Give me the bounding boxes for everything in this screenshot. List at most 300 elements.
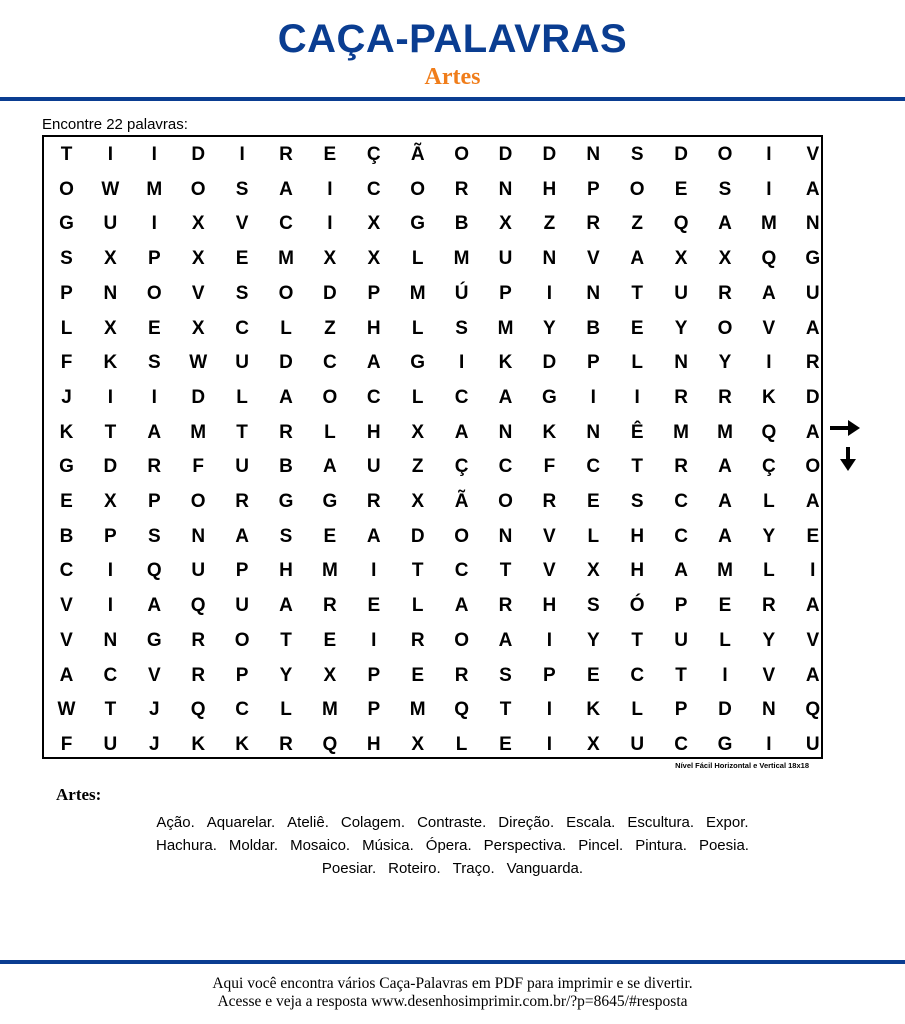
grid-cell[interactable]: X	[191, 317, 205, 339]
grid-cell[interactable]: K	[191, 733, 206, 755]
grid-cell[interactable]: Y	[762, 525, 776, 547]
grid-cell[interactable]: A	[147, 421, 162, 443]
grid-cell[interactable]: D	[279, 352, 293, 374]
grid-cell[interactable]: F	[543, 456, 556, 478]
grid-cell[interactable]: N	[762, 699, 776, 721]
grid-cell[interactable]: D	[674, 144, 688, 165]
grid-cell[interactable]: D	[542, 352, 557, 374]
grid-cell[interactable]: S	[147, 525, 161, 547]
grid-cell[interactable]: V	[147, 664, 161, 686]
grid-cell[interactable]: P	[543, 664, 556, 686]
grid-cell[interactable]: E	[323, 144, 337, 165]
grid-cell[interactable]: C	[235, 317, 249, 339]
grid-cell[interactable]: Y	[718, 352, 732, 374]
grid-cell[interactable]: I	[151, 386, 157, 408]
grid-cell[interactable]: W	[101, 178, 120, 200]
grid-cell[interactable]: K	[762, 386, 776, 408]
grid-cell[interactable]: L	[280, 317, 292, 339]
grid-cell[interactable]: X	[411, 491, 425, 512]
grid-cell[interactable]: Ú	[454, 282, 469, 304]
grid-cell[interactable]: I	[590, 386, 596, 408]
grid-cell[interactable]: O	[278, 282, 294, 304]
grid-cell[interactable]: G	[278, 491, 294, 512]
grid-cell[interactable]: R	[279, 421, 293, 443]
grid-cell[interactable]: X	[586, 560, 600, 582]
grid-cell[interactable]: D	[103, 456, 118, 478]
grid-cell[interactable]: T	[675, 664, 687, 686]
grid-cell[interactable]: Ã	[454, 491, 469, 512]
grid-cell[interactable]: I	[546, 699, 553, 721]
grid-cell[interactable]: A	[323, 456, 337, 478]
grid-cell[interactable]: V	[543, 525, 556, 547]
grid-cell[interactable]: E	[499, 733, 512, 755]
grid-cell[interactable]: D	[323, 282, 337, 304]
grid-cell[interactable]: Y	[674, 317, 688, 339]
grid-cell[interactable]: Y	[762, 629, 776, 651]
grid-cell[interactable]: N	[586, 282, 601, 304]
grid-cell[interactable]: O	[410, 178, 426, 200]
grid-cell[interactable]: G	[59, 213, 74, 235]
grid-cell[interactable]: R	[235, 491, 249, 512]
grid-cell[interactable]: M	[453, 248, 470, 270]
grid-cell[interactable]: A	[366, 525, 381, 547]
grid-cell[interactable]: I	[327, 213, 333, 235]
grid-cell[interactable]: N	[103, 629, 118, 651]
grid-cell[interactable]: I	[371, 560, 377, 582]
grid-cell[interactable]: M	[760, 213, 777, 235]
grid-cell[interactable]: L	[236, 386, 248, 408]
grid-cell[interactable]: R	[279, 144, 293, 165]
grid-cell[interactable]: M	[673, 421, 689, 443]
grid-cell[interactable]: X	[674, 248, 688, 270]
grid-cell[interactable]: U	[805, 733, 820, 755]
grid-cell[interactable]: M	[497, 317, 514, 339]
grid-cell[interactable]: O	[190, 178, 206, 200]
grid-cell[interactable]: Z	[324, 317, 336, 339]
grid-cell[interactable]: A	[805, 421, 820, 443]
grid-cell[interactable]: K	[498, 352, 513, 374]
grid-cell[interactable]: U	[366, 456, 381, 478]
grid-cell[interactable]: Q	[761, 248, 777, 270]
grid-cell[interactable]: O	[146, 282, 162, 304]
grid-cell[interactable]: J	[149, 699, 160, 721]
grid-cell[interactable]: J	[149, 733, 160, 755]
grid-cell[interactable]: E	[147, 317, 161, 339]
grid-cell[interactable]: X	[367, 248, 381, 270]
grid-cell[interactable]: I	[634, 386, 640, 408]
grid-cell[interactable]: C	[630, 664, 645, 686]
grid-cell[interactable]: M	[409, 699, 426, 721]
grid-cell[interactable]: I	[810, 560, 816, 582]
grid-cell[interactable]: Q	[190, 595, 206, 617]
grid-cell[interactable]: Q	[322, 733, 338, 755]
grid-cell[interactable]: Ç	[366, 144, 381, 165]
grid-cell[interactable]: I	[107, 560, 114, 582]
grid-cell[interactable]: S	[586, 595, 600, 617]
grid-cell[interactable]: D	[191, 386, 206, 408]
grid-cell[interactable]: S	[630, 491, 644, 512]
grid-cell[interactable]: I	[107, 144, 114, 165]
grid-cell[interactable]: A	[805, 491, 820, 512]
grid-cell[interactable]: E	[411, 664, 425, 686]
grid-cell[interactable]: R	[498, 595, 513, 617]
grid-cell[interactable]: H	[630, 560, 645, 582]
grid-cell[interactable]: K	[103, 352, 118, 374]
grid-cell[interactable]: A	[805, 178, 820, 200]
grid-cell[interactable]: C	[498, 456, 513, 478]
grid-cell[interactable]: Ó	[629, 595, 645, 617]
grid-cell[interactable]: U	[498, 248, 513, 270]
grid-cell[interactable]: Y	[279, 664, 293, 686]
grid-cell[interactable]: M	[321, 560, 338, 582]
grid-cell[interactable]: C	[454, 560, 469, 582]
grid-cell[interactable]: C	[674, 491, 688, 512]
grid-cell[interactable]: V	[235, 213, 249, 235]
grid-cell[interactable]: X	[104, 317, 117, 339]
grid-cell[interactable]: V	[586, 248, 600, 270]
grid-cell[interactable]: U	[191, 560, 206, 582]
grid-cell[interactable]: H	[366, 421, 381, 443]
grid-cell[interactable]: X	[104, 248, 117, 270]
grid-cell[interactable]: L	[411, 248, 424, 270]
grid-cell[interactable]: I	[371, 629, 377, 651]
grid-cell[interactable]: U	[235, 456, 249, 478]
grid-cell[interactable]: A	[718, 525, 732, 547]
grid-cell[interactable]: O	[454, 144, 469, 165]
grid-cell[interactable]: E	[806, 525, 820, 547]
grid-cell[interactable]: S	[499, 664, 512, 686]
grid-cell[interactable]: G	[410, 352, 426, 374]
grid-cell[interactable]: O	[498, 491, 513, 512]
grid-cell[interactable]: C	[674, 525, 688, 547]
grid-cell[interactable]: O	[629, 178, 645, 200]
grid-cell[interactable]: I	[766, 352, 772, 374]
grid-cell[interactable]: N	[586, 144, 601, 165]
grid-cell[interactable]: H	[542, 178, 557, 200]
grid-cell[interactable]: P	[367, 282, 381, 304]
grid-cell[interactable]: A	[498, 386, 513, 408]
grid-cell[interactable]: X	[586, 733, 600, 755]
grid-cell[interactable]: K	[586, 699, 601, 721]
grid-cell[interactable]: T	[104, 421, 117, 443]
grid-cell[interactable]: G	[717, 733, 733, 755]
grid-cell[interactable]: Q	[673, 213, 689, 235]
grid-cell[interactable]: Z	[631, 213, 643, 235]
grid-cell[interactable]: G	[59, 456, 74, 478]
grid-cell[interactable]: O	[322, 386, 338, 408]
grid-cell[interactable]: D	[542, 144, 557, 165]
grid-cell[interactable]: X	[499, 213, 512, 235]
grid-cell[interactable]: T	[631, 282, 643, 304]
grid-cell[interactable]: X	[191, 213, 205, 235]
grid-cell[interactable]: R	[191, 629, 206, 651]
grid-cell[interactable]: P	[104, 525, 117, 547]
grid-cell[interactable]: X	[718, 248, 732, 270]
grid-cell[interactable]: L	[763, 491, 775, 512]
grid-cell[interactable]: Q	[146, 560, 162, 582]
grid-cell[interactable]: L	[411, 386, 424, 408]
grid-cell[interactable]: S	[235, 178, 249, 200]
grid-cell[interactable]: Q	[190, 699, 206, 721]
grid-cell[interactable]: R	[323, 595, 337, 617]
grid-cell[interactable]: H	[366, 317, 381, 339]
grid-cell[interactable]: U	[805, 282, 820, 304]
grid-cell[interactable]: V	[543, 560, 556, 582]
grid-cell[interactable]: T	[499, 560, 512, 582]
grid-cell[interactable]: R	[454, 178, 469, 200]
grid-cell[interactable]: B	[586, 317, 601, 339]
grid-cell[interactable]: T	[411, 560, 424, 582]
grid-cell[interactable]: H	[630, 525, 645, 547]
grid-cell[interactable]: C	[674, 733, 688, 755]
grid-cell[interactable]: L	[719, 629, 731, 651]
grid-cell[interactable]: B	[279, 456, 293, 478]
grid-cell[interactable]: A	[279, 595, 293, 617]
grid-cell[interactable]: A	[279, 178, 293, 200]
grid-cell[interactable]: R	[410, 629, 425, 651]
grid-cell[interactable]: M	[717, 421, 733, 443]
grid-cell[interactable]: A	[805, 595, 820, 617]
grid-cell[interactable]: A	[805, 664, 820, 686]
grid-cell[interactable]: G	[542, 386, 557, 408]
grid-cell[interactable]: H	[542, 595, 557, 617]
grid-cell[interactable]: F	[192, 456, 204, 478]
grid-cell[interactable]: X	[104, 491, 117, 512]
grid-cell[interactable]: C	[586, 456, 601, 478]
grid-cell[interactable]: W	[189, 352, 208, 374]
grid-cell[interactable]: Ç	[454, 456, 469, 478]
grid-cell[interactable]: A	[630, 248, 645, 270]
grid-cell[interactable]: L	[631, 699, 643, 721]
grid-cell[interactable]: C	[103, 664, 118, 686]
grid-cell[interactable]: L	[411, 317, 424, 339]
grid-cell[interactable]: I	[546, 629, 553, 651]
grid-cell[interactable]: O	[454, 629, 469, 651]
grid-cell[interactable]: L	[60, 317, 73, 339]
grid-cell[interactable]: U	[674, 282, 688, 304]
grid-cell[interactable]: L	[587, 525, 600, 547]
grid-cell[interactable]: A	[454, 595, 469, 617]
grid-cell[interactable]: I	[327, 178, 333, 200]
grid-cell[interactable]: S	[455, 317, 468, 339]
grid-cell[interactable]: E	[586, 664, 600, 686]
grid-cell[interactable]: N	[191, 525, 206, 547]
grid-cell[interactable]: N	[498, 421, 513, 443]
grid-cell[interactable]: A	[366, 352, 381, 374]
grid-cell[interactable]: L	[324, 421, 336, 443]
grid-cell[interactable]: P	[367, 664, 381, 686]
grid-cell[interactable]: R	[542, 491, 557, 512]
grid-cell[interactable]: U	[630, 733, 645, 755]
grid-cell[interactable]: E	[586, 491, 600, 512]
grid-cell[interactable]: E	[60, 491, 73, 512]
grid-cell[interactable]: X	[411, 421, 425, 443]
grid-cell[interactable]: V	[806, 629, 820, 651]
grid-cell[interactable]: Ê	[630, 421, 644, 443]
grid-cell[interactable]: R	[191, 664, 206, 686]
grid-cell[interactable]: I	[722, 664, 728, 686]
grid-cell[interactable]: O	[717, 317, 733, 339]
grid-cell[interactable]: U	[235, 595, 249, 617]
grid-cell[interactable]: P	[367, 699, 381, 721]
grid-cell[interactable]: R	[762, 595, 776, 617]
grid-cell[interactable]: A	[718, 456, 732, 478]
grid-cell[interactable]: C	[366, 178, 381, 200]
grid-cell[interactable]: D	[805, 386, 820, 408]
grid-cell[interactable]: K	[542, 421, 557, 443]
grid-cell[interactable]: A	[498, 629, 513, 651]
grid-cell[interactable]: Z	[411, 456, 424, 478]
grid-cell[interactable]: E	[235, 248, 249, 270]
grid-cell[interactable]: N	[103, 282, 118, 304]
grid-cell[interactable]: H	[279, 560, 293, 582]
grid-cell[interactable]: Q	[454, 699, 469, 721]
grid-cell[interactable]: L	[763, 560, 775, 582]
grid-cell[interactable]: G	[805, 248, 821, 270]
grid-cell[interactable]: I	[107, 386, 114, 408]
grid-cell[interactable]: M	[146, 178, 163, 200]
grid-cell[interactable]: N	[498, 525, 513, 547]
grid-cell[interactable]: T	[631, 456, 643, 478]
grid-cell[interactable]: G	[410, 213, 426, 235]
grid-cell[interactable]: Y	[543, 317, 556, 339]
grid-cell[interactable]: Ç	[762, 456, 776, 478]
grid-cell[interactable]: X	[191, 248, 205, 270]
grid-cell[interactable]: I	[151, 213, 157, 235]
grid-cell[interactable]: W	[57, 699, 76, 721]
grid-cell[interactable]: C	[235, 699, 249, 721]
grid-cell[interactable]: I	[546, 733, 553, 755]
grid-cell[interactable]: L	[280, 699, 292, 721]
grid-cell[interactable]: C	[323, 352, 337, 374]
grid-cell[interactable]: A	[147, 595, 162, 617]
grid-cell[interactable]: G	[146, 629, 162, 651]
grid-cell[interactable]: D	[718, 699, 732, 721]
grid-cell[interactable]: B	[59, 525, 74, 547]
grid-cell[interactable]: M	[278, 248, 294, 270]
grid-cell[interactable]: A	[279, 386, 293, 408]
grid-cell[interactable]: J	[61, 386, 72, 408]
grid-cell[interactable]: R	[805, 352, 820, 374]
grid-cell[interactable]: E	[323, 629, 337, 651]
grid-cell[interactable]: X	[323, 248, 337, 270]
grid-cell[interactable]: I	[239, 144, 245, 165]
grid-cell[interactable]: S	[147, 352, 161, 374]
grid-cell[interactable]: X	[367, 213, 381, 235]
grid-cell[interactable]: P	[235, 664, 249, 686]
grid-cell[interactable]: A	[59, 664, 74, 686]
grid-cell[interactable]: U	[103, 733, 118, 755]
grid-cell[interactable]: U	[103, 213, 118, 235]
grid-cell[interactable]: T	[60, 144, 73, 165]
word-search-grid[interactable]	[42, 135, 823, 759]
grid-cell[interactable]: A	[235, 525, 249, 547]
grid-cell[interactable]: R	[454, 664, 469, 686]
grid-cell[interactable]: F	[60, 352, 73, 374]
grid-cell[interactable]: S	[60, 248, 73, 270]
grid-cell[interactable]: Q	[805, 699, 821, 721]
grid-cell[interactable]: A	[805, 317, 820, 339]
grid-cell[interactable]: S	[235, 282, 249, 304]
grid-cell[interactable]: G	[322, 491, 338, 512]
grid-cell[interactable]: Y	[586, 629, 600, 651]
grid-cell[interactable]: A	[718, 491, 732, 512]
grid-cell[interactable]: R	[674, 386, 688, 408]
grid-cell[interactable]: O	[190, 491, 206, 512]
grid-cell[interactable]: R	[279, 733, 293, 755]
grid-cell[interactable]: O	[59, 178, 74, 200]
grid-cell[interactable]: I	[766, 178, 772, 200]
grid-cell[interactable]: O	[717, 144, 733, 165]
grid-cell[interactable]: V	[191, 282, 205, 304]
grid-cell[interactable]: D	[410, 525, 425, 547]
grid-cell[interactable]: O	[234, 629, 250, 651]
grid-cell[interactable]: K	[59, 421, 74, 443]
grid-cell[interactable]: P	[674, 595, 688, 617]
grid-cell[interactable]: P	[586, 178, 600, 200]
grid-cell[interactable]: K	[235, 733, 249, 755]
grid-cell[interactable]: C	[366, 386, 381, 408]
grid-cell[interactable]: N	[805, 213, 820, 235]
grid-cell[interactable]: T	[104, 699, 117, 721]
grid-cell[interactable]: L	[455, 733, 468, 755]
grid-cell[interactable]: N	[542, 248, 557, 270]
grid-cell[interactable]: N	[674, 352, 688, 374]
grid-cell[interactable]: I	[766, 733, 772, 755]
grid-cell[interactable]: T	[236, 421, 248, 443]
grid-cell[interactable]: M	[321, 699, 338, 721]
grid-cell[interactable]: S	[630, 144, 644, 165]
grid-cell[interactable]: I	[458, 352, 465, 374]
grid-cell[interactable]: A	[718, 213, 732, 235]
grid-cell[interactable]: V	[806, 144, 820, 165]
grid-cell[interactable]: E	[367, 595, 381, 617]
grid-cell[interactable]: V	[60, 595, 73, 617]
grid-cell[interactable]: L	[411, 595, 424, 617]
grid-cell[interactable]: P	[586, 352, 600, 374]
grid-cell[interactable]: E	[718, 595, 732, 617]
grid-cell[interactable]: D	[498, 144, 513, 165]
grid-cell[interactable]: T	[499, 699, 512, 721]
grid-cell[interactable]: P	[147, 248, 161, 270]
grid-cell[interactable]: H	[366, 733, 381, 755]
grid-cell[interactable]: T	[631, 629, 643, 651]
grid-cell[interactable]: I	[151, 144, 157, 165]
grid-cell[interactable]: E	[630, 317, 644, 339]
grid-cell[interactable]: N	[498, 178, 513, 200]
footer-link-text[interactable]: Acesse e veja a resposta www.desenhosimprimir.com.br/?p=8645/#resposta	[217, 993, 688, 1010]
grid-cell[interactable]: Ã	[410, 144, 425, 165]
grid-cell[interactable]: O	[805, 456, 821, 478]
grid-cell[interactable]: R	[718, 282, 732, 304]
grid-cell[interactable]: B	[454, 213, 469, 235]
grid-cell[interactable]: X	[411, 733, 425, 755]
grid-cell[interactable]: R	[674, 456, 688, 478]
grid-cell[interactable]: M	[190, 421, 207, 443]
grid-cell[interactable]: R	[718, 386, 732, 408]
grid-cell[interactable]: O	[454, 525, 469, 547]
grid-cell[interactable]: D	[191, 144, 206, 165]
grid-cell[interactable]: S	[718, 178, 732, 200]
grid-cell[interactable]: E	[674, 178, 688, 200]
grid-cell[interactable]: I	[766, 144, 772, 165]
grid-cell[interactable]: V	[762, 317, 776, 339]
grid-cell[interactable]: M	[717, 560, 733, 582]
grid-cell[interactable]: C	[59, 560, 74, 582]
grid-cell[interactable]: P	[60, 282, 73, 304]
grid-cell[interactable]: R	[147, 456, 162, 478]
grid-cell[interactable]: T	[280, 629, 292, 651]
